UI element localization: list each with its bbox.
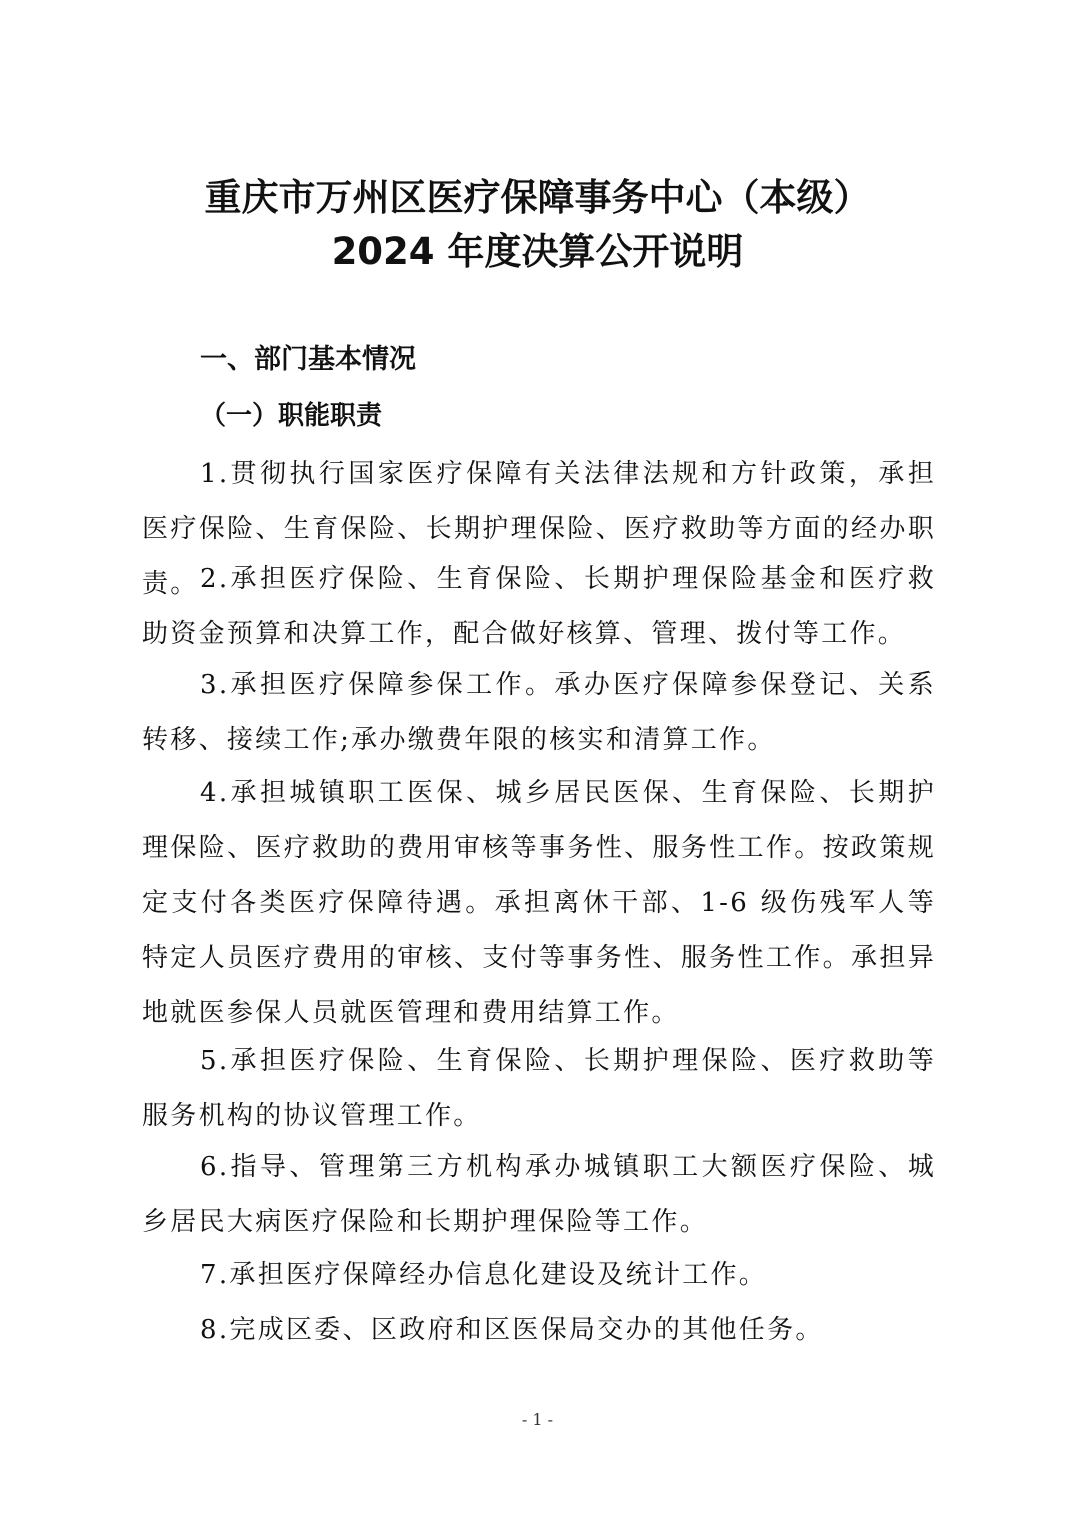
duty-paragraph-8: 8.完成区委、区政府和区医保局交办的其他任务。 <box>200 1315 824 1345</box>
duty-paragraph-5: 5.承担医疗保险、生育保险、长期护理保险、医疗救助等服务机构的协议管理工作。 <box>142 1046 936 1131</box>
duty-paragraph-1: 1.贯彻执行国家医疗保障有关法律法规和方针政策，承担医疗保险、生育保险、长期护理保险、医疗救助等方面的经办职责。 <box>142 459 936 599</box>
duty-paragraph-2: 2.承担医疗保险、生育保险、长期护理保险基金和医疗救助资金预算和决算工作，配合做好核算、管理、拨付等工作。 <box>142 564 936 649</box>
duty-paragraph-3: 3.承担医疗保障参保工作。承办医疗保障参保登记、关系转移、接续工作;承办缴费年限的核实和清算工作。 <box>142 670 936 755</box>
page-number: - 1 - <box>521 1410 554 1429</box>
document-title-line2: 2024 年度决算公开说明 <box>331 230 744 273</box>
duty-paragraph-7: 7.承担医疗保障经办信息化建设及统计工作。 <box>200 1260 768 1290</box>
duty-paragraph-4: 4.承担城镇职工医保、城乡居民医保、生育保险、长期护理保险、医疗救助的费用审核等事务性、服务性工作。按政策规定支付各类医疗保障待遇。承担离休干部、1-6 级伤残军人等特定人员医疗费用的审核、支付等事务性、服务性工作。承担异地就医参保人员就医管理和费用结算工作。 <box>142 778 936 1028</box>
subsection-heading: （一）职能职责 <box>200 401 383 431</box>
duty-paragraph-6: 6.指导、管理第三方机构承办城镇职工大额医疗保险、城乡居民大病医疗保险和长期护理保险等工作。 <box>142 1152 936 1237</box>
section-heading: 一、部门基本情况 <box>200 344 416 375</box>
document-title-line1: 重庆市万州区医疗保障事务中心（本级） <box>204 176 871 219</box>
